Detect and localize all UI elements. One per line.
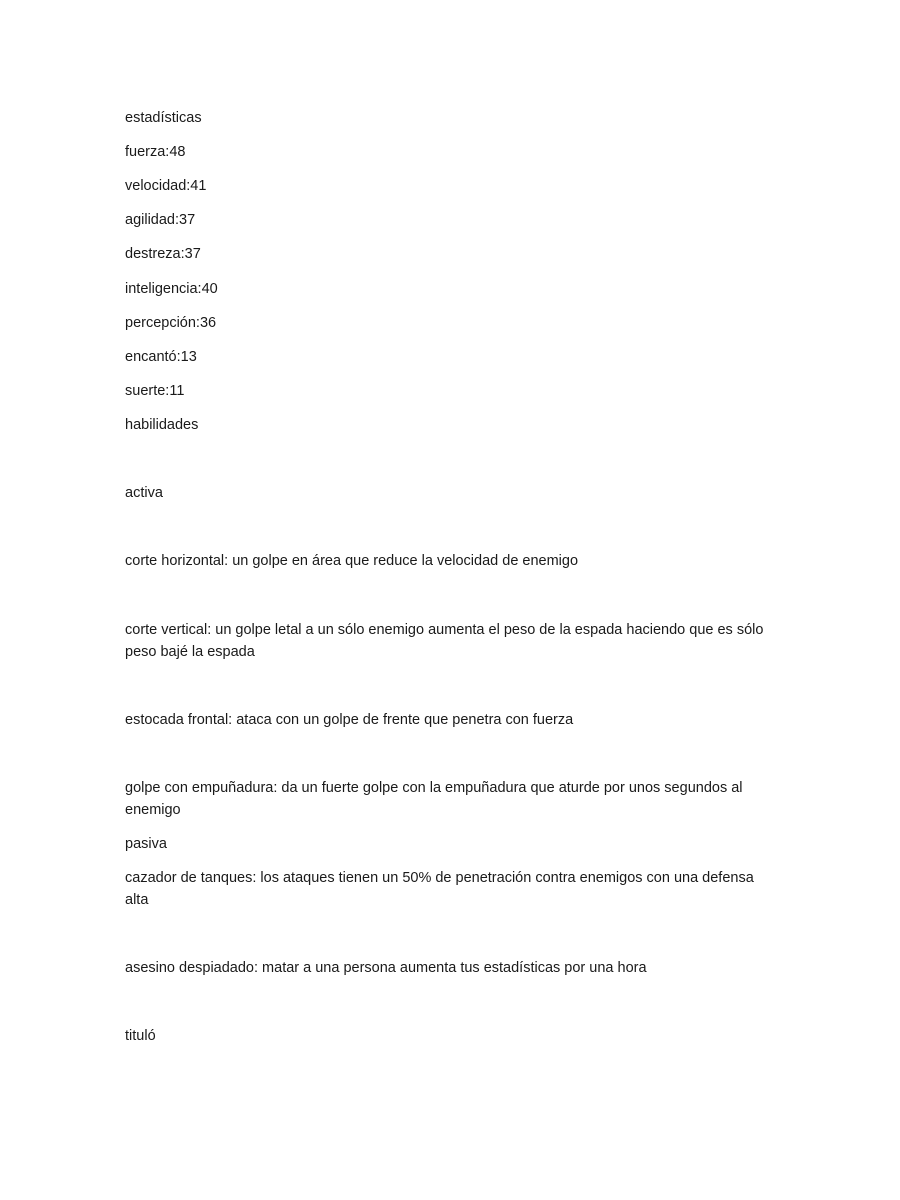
skills-heading: habilidades xyxy=(125,417,199,433)
skill-vertical-cut: corte vertical: un golpe letal a un sólo enemigo aumenta el peso de la espada haciendo que es sólo peso bajé la espada xyxy=(125,622,764,660)
title-heading: tituló xyxy=(125,1028,156,1044)
skill-frontal-thrust: estocada frontal: ataca con un golpe de frente que penetra con fuerza xyxy=(125,712,574,728)
skill-horizontal-cut: corte horizontal: un golpe en área que reduce la velocidad de enemigo xyxy=(125,553,579,569)
passive-tank-hunter: cazador de tanques: los ataques tienen un 50% de penetración contra enemigos con una defensa alta xyxy=(125,870,754,908)
stat-dexterity: destreza:37 xyxy=(125,246,201,262)
passive-ruthless-assassin: asesino despiadado: matar a una persona aumenta tus estadísticas por una hora xyxy=(125,960,647,976)
skill-hilt-strike: golpe con empuñadura: da un fuerte golpe con la empuñadura que aturde por unos segundos al enemigo xyxy=(125,780,743,818)
stat-agility: agilidad:37 xyxy=(125,212,196,228)
stat-perception: percepción:36 xyxy=(125,315,217,331)
passive-heading: pasiva xyxy=(125,836,167,852)
stat-charm: encantó:13 xyxy=(125,349,197,365)
stats-heading: estadísticas xyxy=(125,110,202,126)
stat-speed: velocidad:41 xyxy=(125,178,207,194)
stat-intelligence: inteligencia:40 xyxy=(125,281,218,297)
stat-strength: fuerza:48 xyxy=(125,144,186,160)
active-heading: activa xyxy=(125,485,163,501)
stat-luck: suerte:11 xyxy=(125,383,185,399)
